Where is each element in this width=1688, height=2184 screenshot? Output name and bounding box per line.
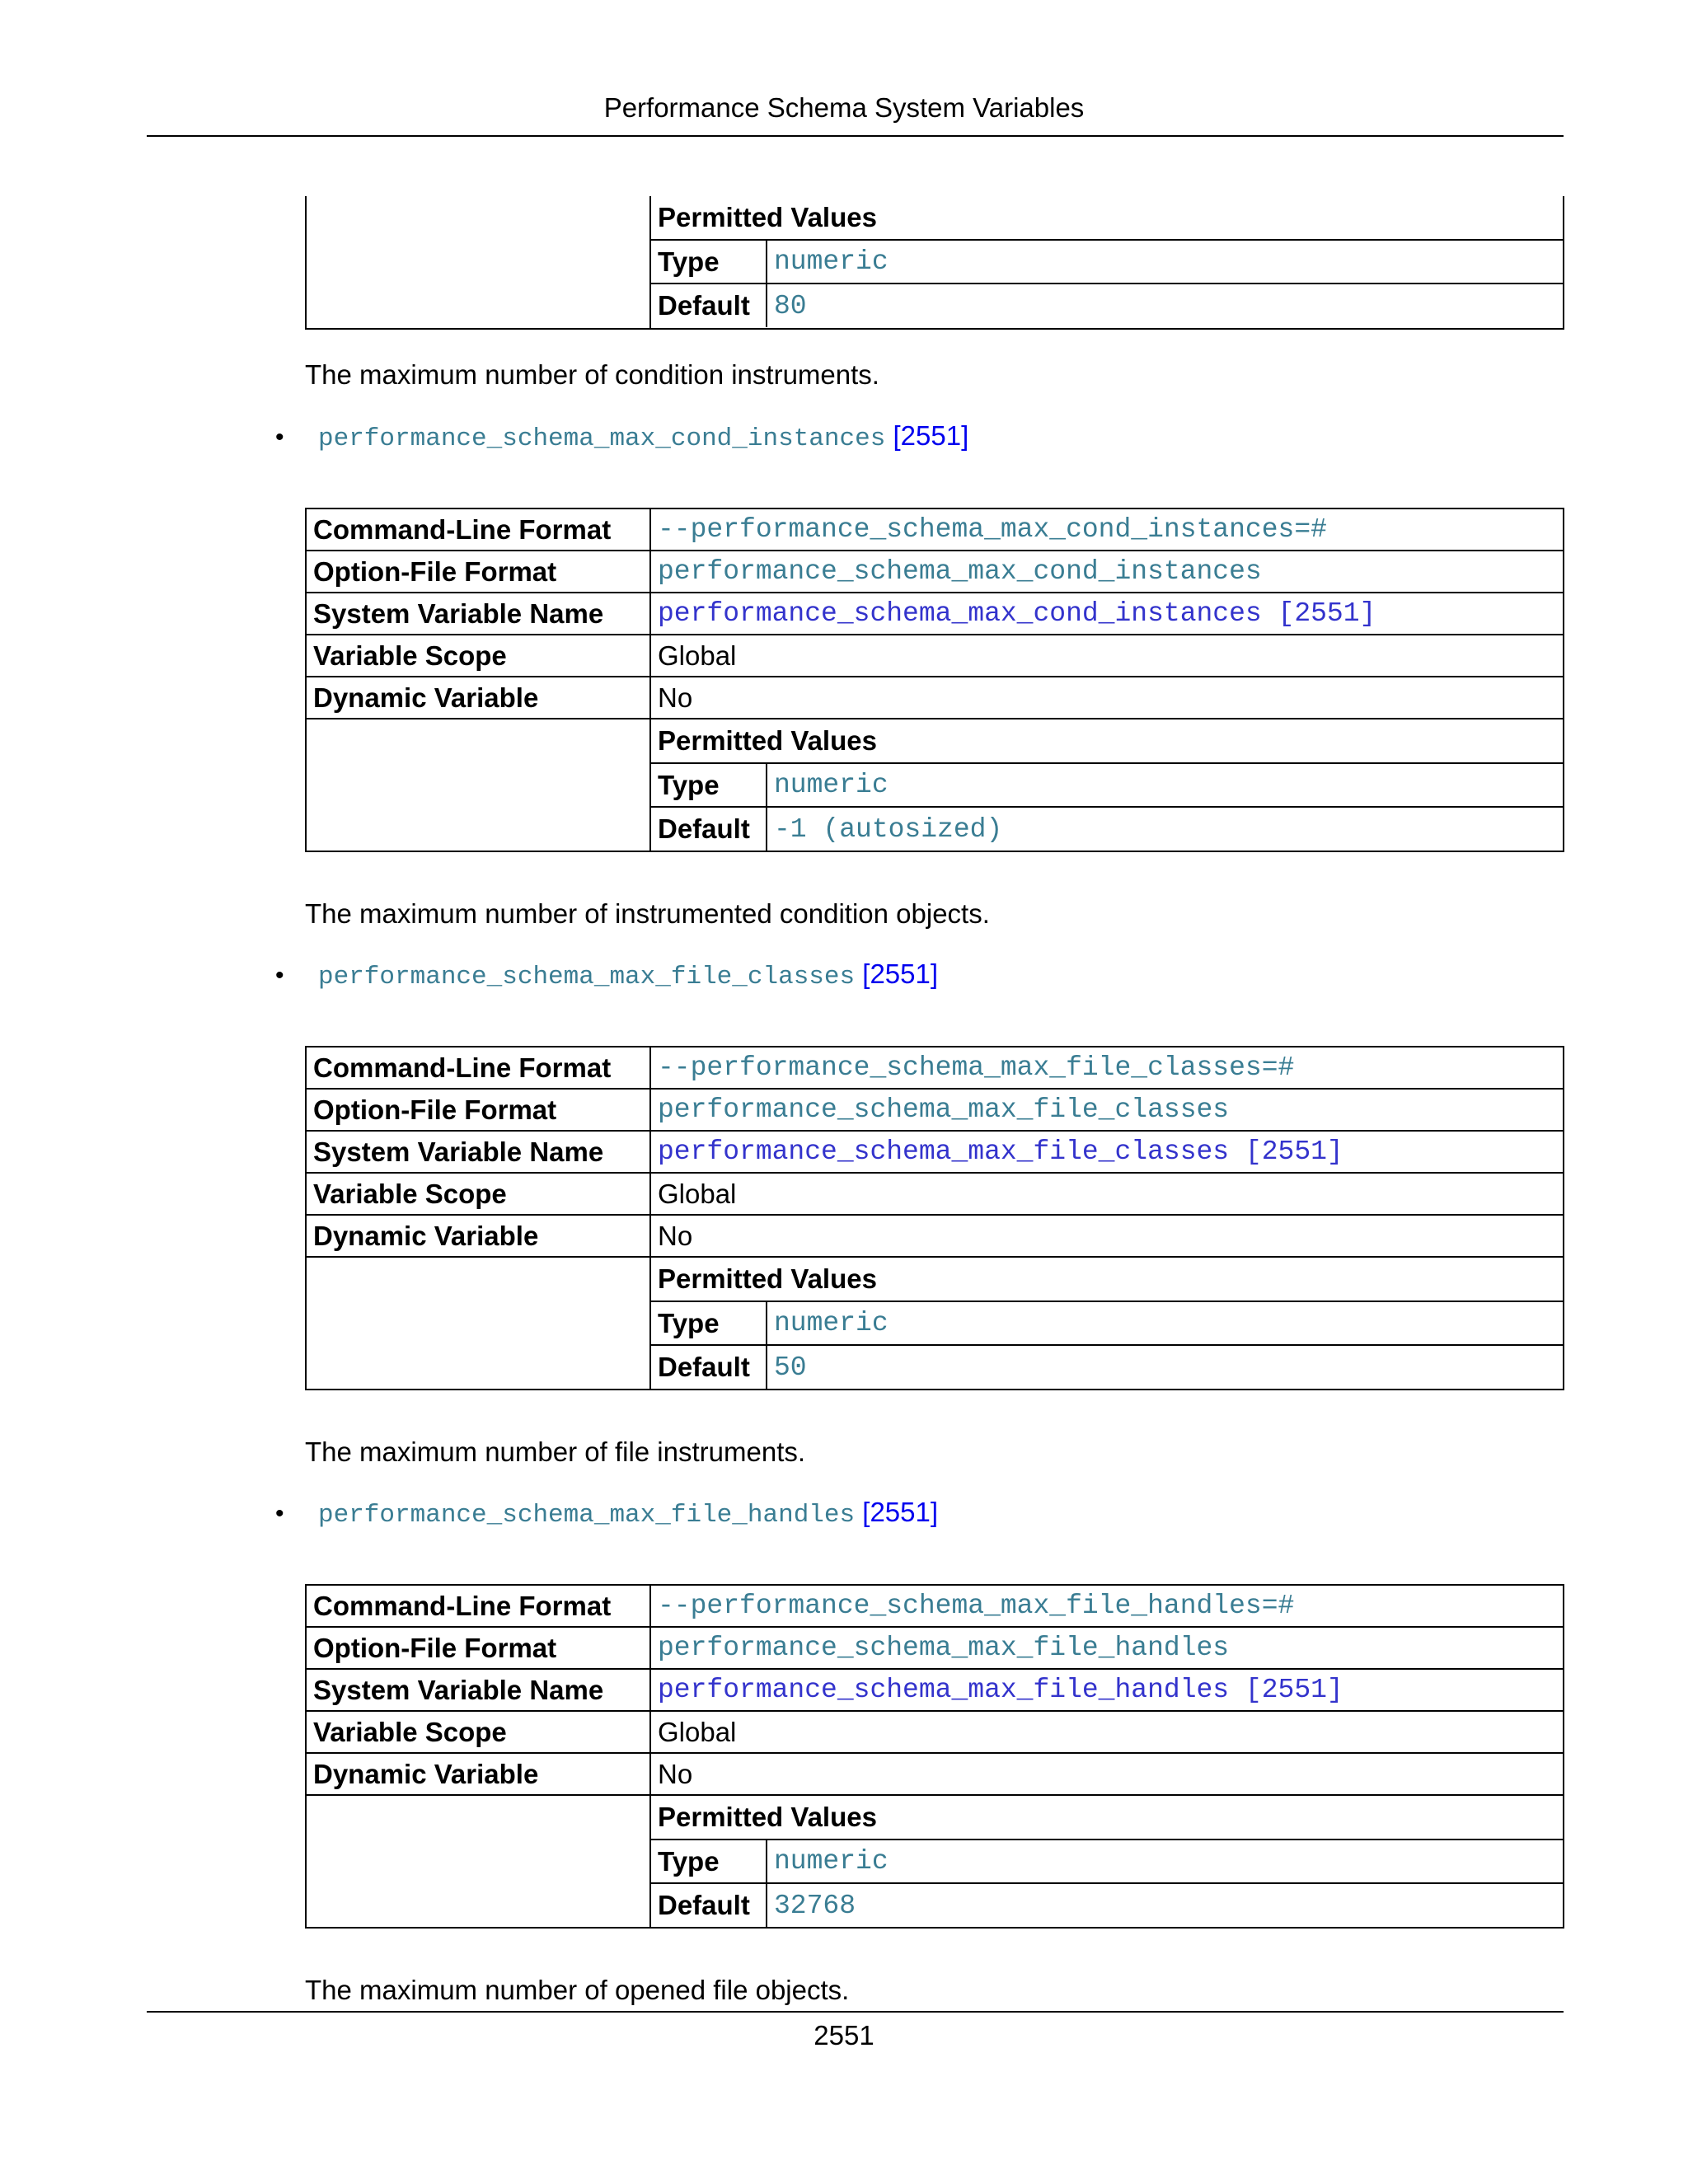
- bullet-icon: •: [275, 424, 284, 451]
- dynamic-label: Dynamic Variable: [306, 1215, 650, 1257]
- type-value: numeric: [767, 240, 1563, 284]
- permitted-values-table: [651, 719, 1563, 851]
- dynamic-label: Dynamic Variable: [306, 677, 650, 719]
- permitted-values-table: [651, 1796, 1563, 1927]
- opt-file-label: Option-File Format: [306, 1089, 650, 1131]
- scope-value: Global: [650, 1173, 1564, 1215]
- type-label: Type: [651, 1840, 767, 1883]
- empty-cell: [306, 719, 650, 851]
- cmd-format-label: Command-Line Format: [306, 1585, 650, 1627]
- description-text: The maximum number of condition instruments.: [305, 359, 879, 390]
- permitted-values-cell: [650, 1795, 1564, 1928]
- empty-cell: [306, 1257, 650, 1390]
- bullet-icon: •: [275, 962, 284, 989]
- permitted-values-table: [651, 1258, 1563, 1389]
- variable-table: [305, 1584, 1564, 1929]
- opt-file-label: Option-File Format: [306, 551, 650, 593]
- description-text: The maximum number of opened file objects.: [305, 1975, 850, 2005]
- page-header-title: Performance Schema System Variables: [603, 92, 1085, 123]
- variable-bullet: [275, 958, 938, 991]
- opt-file-value: performance_schema_max_cond_instances: [650, 551, 1564, 593]
- permitted-values-cell: [650, 1257, 1564, 1390]
- type-value: numeric: [767, 1840, 1563, 1883]
- page-ref-link[interactable]: [2551]: [893, 420, 969, 451]
- dynamic-value: No: [650, 1215, 1564, 1257]
- type-value: numeric: [767, 763, 1563, 807]
- scope-label: Variable Scope: [306, 1173, 650, 1215]
- page-ref-link[interactable]: [2551]: [862, 958, 939, 989]
- permitted-values-label: Permitted Values: [658, 1263, 877, 1294]
- sys-var-label: System Variable Name: [306, 1131, 650, 1173]
- permitted-values-cell: [650, 719, 1564, 851]
- bullet-icon: •: [275, 1500, 284, 1527]
- type-label: Type: [651, 763, 767, 807]
- default-label: Default: [651, 1345, 767, 1389]
- variable-bullet: [275, 420, 968, 453]
- sys-var-link[interactable]: performance_schema_max_file_classes [2551]: [650, 1131, 1564, 1173]
- sys-var-link[interactable]: performance_schema_max_cond_instances [2551]: [650, 593, 1564, 635]
- sys-var-label: System Variable Name: [306, 593, 650, 635]
- type-label: Type: [651, 240, 767, 284]
- description-text: The maximum number of file instruments.: [305, 1436, 806, 1467]
- default-value: 32768: [767, 1883, 1563, 1927]
- opt-file-label: Option-File Format: [306, 1627, 650, 1669]
- sys-var-link[interactable]: performance_schema_max_file_handles [2551]: [650, 1669, 1564, 1711]
- partial-variable-table: [305, 196, 1564, 330]
- type-label: Type: [651, 1301, 767, 1345]
- scope-value: Global: [650, 635, 1564, 677]
- opt-file-value: performance_schema_max_file_handles: [650, 1627, 1564, 1669]
- dynamic-value: No: [650, 677, 1564, 719]
- permitted-values-label: Permitted Values: [658, 202, 877, 232]
- permitted-values-table: [651, 196, 1563, 327]
- default-label: Default: [651, 1883, 767, 1927]
- footer-divider: [147, 2011, 1564, 2013]
- permitted-values-label: Permitted Values: [658, 1802, 877, 1832]
- cmd-format-value: --performance_schema_max_file_handles=#: [650, 1585, 1564, 1627]
- variable-table: [305, 508, 1564, 852]
- default-value: 80: [767, 284, 1563, 327]
- type-value: numeric: [767, 1301, 1563, 1345]
- dynamic-label: Dynamic Variable: [306, 1753, 650, 1795]
- variable-name-link[interactable]: performance_schema_max_file_classes: [318, 963, 856, 991]
- cmd-format-value: --performance_schema_max_file_classes=#: [650, 1047, 1564, 1089]
- cmd-format-label: Command-Line Format: [306, 509, 650, 551]
- page-ref-link[interactable]: [2551]: [862, 1497, 939, 1527]
- variable-name-link[interactable]: performance_schema_max_cond_instances: [318, 424, 886, 453]
- sys-var-label: System Variable Name: [306, 1669, 650, 1711]
- default-label: Default: [651, 284, 767, 327]
- variable-bullet: [275, 1497, 938, 1530]
- header-divider: [147, 135, 1564, 137]
- description-text: The maximum number of instrumented condition objects.: [305, 898, 990, 929]
- scope-value: Global: [650, 1711, 1564, 1753]
- empty-cell: [306, 1795, 650, 1928]
- default-label: Default: [651, 807, 767, 851]
- scope-label: Variable Scope: [306, 635, 650, 677]
- page-number: 2551: [814, 2020, 874, 2050]
- variable-name-link[interactable]: performance_schema_max_file_handles: [318, 1501, 856, 1530]
- default-value: 50: [767, 1345, 1563, 1389]
- cmd-format-value: --performance_schema_max_cond_instances=#: [650, 509, 1564, 551]
- cmd-format-label: Command-Line Format: [306, 1047, 650, 1089]
- permitted-values-label: Permitted Values: [658, 725, 877, 756]
- variable-table: [305, 1046, 1564, 1390]
- scope-label: Variable Scope: [306, 1711, 650, 1753]
- opt-file-value: performance_schema_max_file_classes: [650, 1089, 1564, 1131]
- dynamic-value: No: [650, 1753, 1564, 1795]
- default-value: -1 (autosized): [767, 807, 1563, 851]
